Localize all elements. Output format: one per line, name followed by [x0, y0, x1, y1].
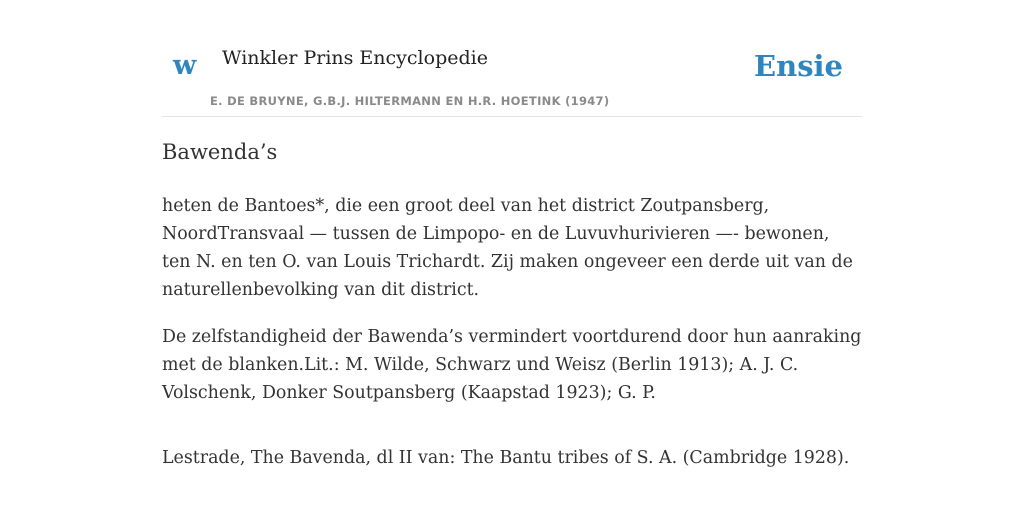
- brand-logo[interactable]: Ensie: [754, 49, 843, 83]
- publication-title[interactable]: Winkler Prins Encyclopedie: [222, 47, 488, 69]
- header: [162, 0, 862, 117]
- article-body: [162, 192, 862, 491]
- article-paragraph: heten de Bantoes*, die een groot deel van het district Zoutpansberg, NoordTransvaal — tussen de Limpopo- en de Luvuvhurivieren —- bewonen, ten N. en ten O. van Louis Trichardt. Zij maken ongeveer een derde uit van de naturellenbevolking van dit district.: [162, 196, 853, 300]
- publication-authors: E. DE BRUYNE, G.B.J. HILTERMANN EN H.R. HOETINK (1947): [210, 94, 610, 108]
- page: [162, 0, 862, 468]
- publication-logo[interactable]: w: [173, 50, 197, 81]
- article-title: Bawenda’s: [162, 140, 278, 164]
- article-paragraph: Lestrade, The Bavenda, dl II van: The Bantu tribes of S. A. (Cambridge 1928).: [162, 448, 850, 468]
- article-paragraph: De zelfstandigheid der Bawenda’s vermindert voortdurend door hun aanraking met de blanken.Lit.: M. Wilde, Schwarz und Weisz (Berlin 1913); A. J. C. Volschenk, Donker Soutpansberg (Kaapstad 1923); G. P.: [162, 327, 862, 403]
